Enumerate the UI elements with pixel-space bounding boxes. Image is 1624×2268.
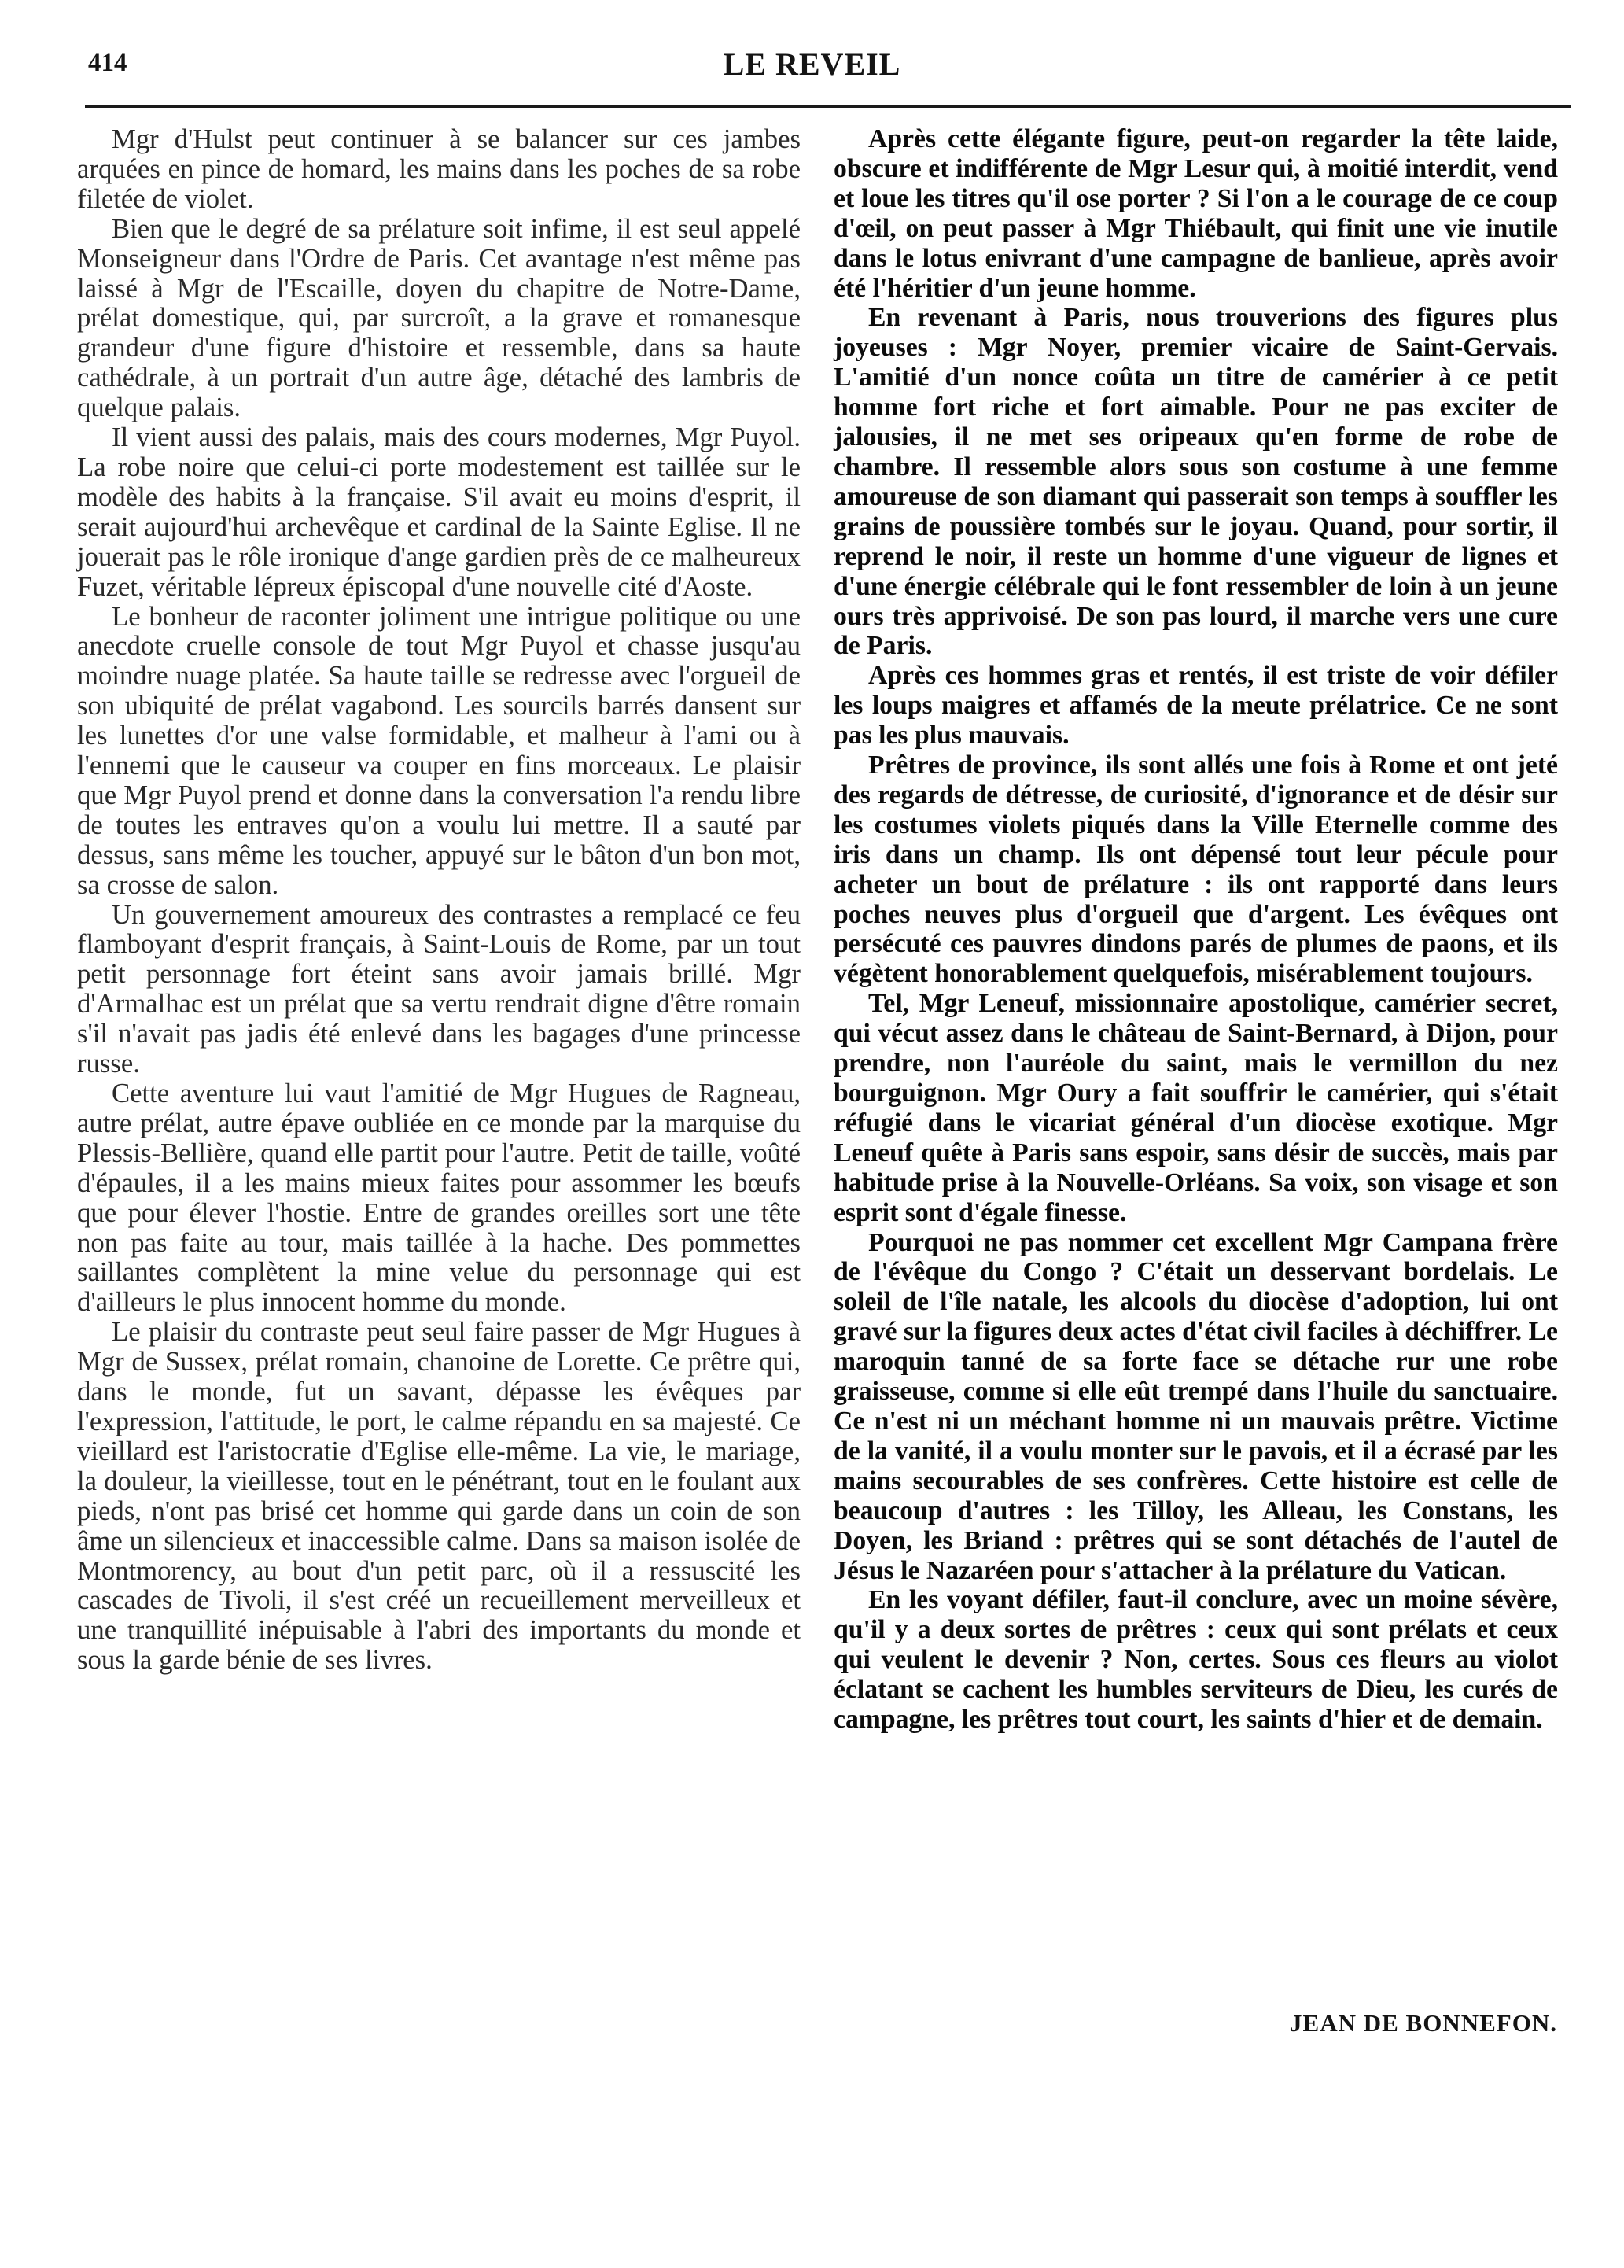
left-column — [77, 124, 801, 1675]
paragraph: Un gouvernement amoureux des contrastes a remplacé ce feu flamboyant d'esprit français, à Saint-Louis de Rome, par un tout petit personnage fort éteint sans avoir jamais brillé. Mgr d'Armalhac est un prélat que sa vertu rendrait digne d'être romain s'il n'avait pas jadis été enlevé dans les bagages d'une princesse russe. — [77, 898, 801, 1079]
page-number: 414 — [88, 49, 127, 77]
paragraph: Le bonheur de raconter joliment une intrigue politique ou une anecdote cruelle console de tout Mgr Puyol et chasse jusqu'au moindre nuage platée. Sa haute taille se redresse avec l'orgueil de son ubiquité de prélat vagabond. Les sourcils barrés dansent sur les lunettes d'or une valse formidable, et malheur à l'ami ou à l'ennemi que le causeur va couper en fins morceaux. Le plaisir que Mgr Puyol prend et donne dans la conversation l'a rendu libre de toutes les entraves qu'on a voulu lui mettre. Il a sauté par dessus, sans même les toucher, appuyé sur le bâton d'un bon mot, sa crosse de salon. — [77, 600, 801, 900]
author-signature: JEAN DE BONNEFON. — [1290, 2009, 1557, 2037]
running-title: LE REVEIL — [723, 46, 901, 82]
paragraph: Cette aventure lui vaut l'amitié de Mgr Hugues de Ragneau, autre prélat, autre épave oubliée en ce monde par la marquise du Plessis-Bellière, quand elle partit pour l'autre. Petit de taille, voûté d'épaules, il a les mains mieux faites pour assommer les bœufs que pour élever l'hostie. Entre de grandes oreilles sort une tête non pas faite au tour, mais taillée à la hache. Des pommettes saillantes complètent la mine velue du personnage qui est d'ailleurs le plus innocent homme du monde. — [77, 1078, 801, 1318]
paragraph: En les voyant défiler, faut-il conclure, avec un moine sévère, qu'il y a deux sortes de prêtres : ceux qui sont prélats et ceux qui veulent le devenir ? Non, certes. Sous ces fleurs au violot éclatant se cachent les humbles serviteurs de Dieu, les curés de campagne, les prêtres tout court, les saints d'hier et de demain. — [834, 1585, 1558, 1735]
paragraph: Le plaisir du contraste peut seul faire passer de Mgr Hugues à Mgr de Sussex, prélat romain, chanoine de Lorette. Ce prêtre qui, dans le monde, fut un savant, dépasse les évêques par l'expression, l'attitude, le port, le calme répandu en sa majesté. Ce vieillard est l'aristocratie d'Eglise elle-même. La vie, le mariage, la douleur, la vieillesse, tout en le pénétrant, tout en le foulant aux pieds, n'ont pas brisé cet homme qui garde dans un coin de son âme un silencieux et inaccessible calme. Dans sa maison isolée de Montmorency, au bout d'un petit parc, où il a ressuscité les cascades de Tivoli, il s'est créé un recueillement merveilleux et une tranquillité inépuisable à l'abri des importants du monde et sous la garde bénie de ses livres. — [77, 1316, 801, 1676]
paragraph: Pourquoi ne pas nommer cet excellent Mgr Campana frère de l'évêque du Congo ? C'était un desservant bordelais. Le soleil de l'île natale, les alcools du diocèse d'adoption, lui ont gravé sur la figures deux actes d'état civil faciles à déchiffrer. Le maroquin tanné de sa forte face se détache rur une robe graisseuse, comme si elle eût trempé dans l'huile du sanctuaire. Ce n'est ni un méchant homme ni un mauvais prêtre. Victime de la vanité, il a voulu monter sur le pavois, et il a écrasé par les mains secourables de ses confrères. Cette histoire est celle de beaucoup d'autres : les Tilloy, les Alleau, les Constans, les Doyen, les Briand : prêtres qui se sont détachés de l'autel de Jésus le Nazaréen pour s'attacher à la prélature du Vatican. — [834, 1227, 1558, 1585]
paragraph: Prêtres de province, ils sont allés une fois à Rome et ont jeté des regards de détresse, de curiosité, d'ignorance et de désir sur les costumes violets piqués dans la Ville Eternelle comme des iris dans un champ. Ils ont dépensé tout leur pécule pour acheter un bout de prélature : ils ont rapporté dans leurs poches neuves plus d'orgueil que d'argent. Les évêques ont persécuté ces pauvres dindons parés de plumes de paons, et ils végètent honorablement quelquefois, misérablement toujours. — [834, 750, 1558, 989]
paragraph: Mgr d'Hulst peut continuer à se balancer sur ces jambes arquées en pince de homard, les mains dans les poches de sa robe filetée de violet. — [77, 124, 801, 214]
header-rule — [85, 105, 1571, 108]
paragraph: Après cette élégante figure, peut-on regarder la tête laide, obscure et indifférente de Mgr Lesur qui, à moitié interdit, vend et loue les titres qu'il ose porter ? Si l'on a le courage de ce coup d'œil, on peut passer à Mgr Thiébault, qui finit une vie inutile dans le lotus enivrant d'une campagne de banlieue, après avoir été l'héritier d'un jeune homme. — [834, 124, 1558, 303]
right-column — [834, 124, 1558, 1735]
paragraph: En revenant à Paris, nous trouverions des figures plus joyeuses : Mgr Noyer, premier vicaire de Saint-Gervais. L'amitié d'un nonce coûta un titre de camérier à ce petit homme fort riche et fort aimable. Pour ne pas exciter de jalousies, il ne met ses oripeaux qu'en forme de robe de chambre. Il ressemble alors sous son costume à une femme amoureuse de son diamant qui passerait son temps à souffler les grains de poussière tombés sur le joyau. Quand, pour sortir, il reprend le noir, il reste un homme d'une vigueur de lignes et d'une énergie célébrale qui le font ressembler de loin à un jeune ours très apprivoisé. De son pas lourd, il marche vers une cure de Paris. — [834, 303, 1558, 661]
paragraph: Après ces hommes gras et rentés, il est triste de voir défiler les loups maigres et affamés de la meute prélatrice. Ce ne sont pas les plus mauvais. — [834, 661, 1558, 750]
paragraph: Tel, Mgr Leneuf, missionnaire apostolique, camérier secret, qui vécut assez dans le château de Saint-Bernard, à Dijon, pour prendre, non l'auréole du saint, mais le vermillon du nez bourguignon. Mgr Oury a fait souffrir le camérier, qui s'était réfugié dans le vicariat général d'un diocèse exotique. Mgr Leneuf quête à Paris sans espoir, sans désir de succès, mais par habitude prise à la Nouvelle-Orléans. Sa voix, son visage et son esprit sont d'égale finesse. — [834, 989, 1558, 1227]
paragraph: Bien que le degré de sa prélature soit infime, il est seul appelé Monseigneur dans l'Ordre de Paris. Cet avantage n'est même pas laissé à Mgr de l'Escaille, doyen du chapitre de Notre-Dame, prélat domestique, qui, par surcroît, a la grave et romanesque grandeur d'une figure d'histoire et ressemble, dans sa haute cathédrale, à un portrait d'un autre âge, détaché des lambris de quelque palais. — [77, 212, 801, 423]
paragraph: Il vient aussi des palais, mais des cours modernes, Mgr Puyol. La robe noire que celui-ci porte modestement est taillée sur le modèle des habits à la française. S'il avait eu moins d'esprit, il serait aujourd'hui archevêque et cardinal de la Sainte Eglise. Il ne jouerait pas le rôle ironique d'ange gardien près de ce malheureux Fuzet, véritable lépreux épiscopal d'une nouvelle cité d'Aoste. — [77, 422, 801, 602]
